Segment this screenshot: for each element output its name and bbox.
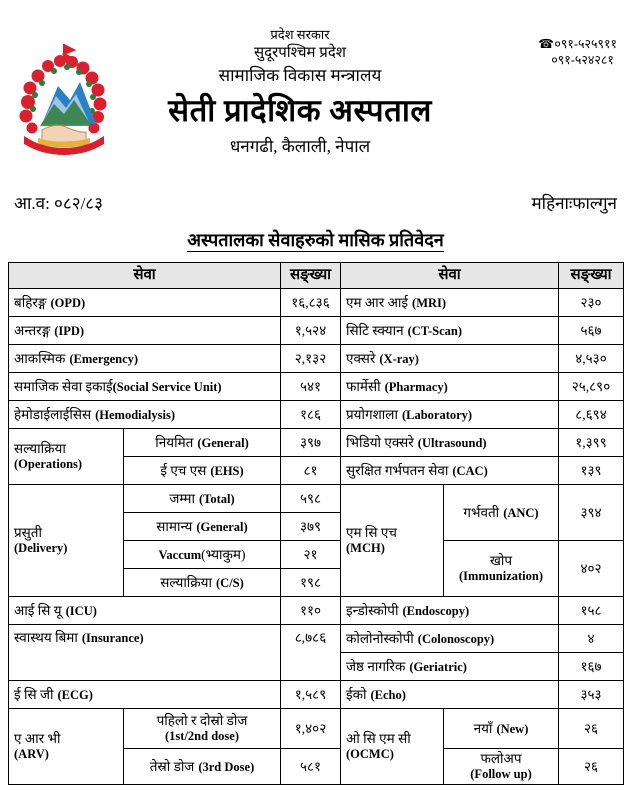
service-value-ct-scan: ५६७ — [559, 317, 624, 345]
service-value-operations-general: ३९७ — [281, 429, 341, 457]
service-group-arv: ए आर भी (ARV) — [9, 709, 124, 785]
phone-number-1: ०९१-५२५९११ — [554, 37, 617, 51]
service-group-operations: सल्याक्रिया (Operations) — [9, 429, 124, 485]
service-label-echo: ईको (Echo) — [341, 681, 559, 709]
service-value-xray: ४,५३० — [559, 345, 624, 373]
contact-phone-block — [538, 36, 617, 68]
service-group-ocmc: ओ सि एम सी (OCMC) — [341, 709, 444, 785]
table-row — [9, 289, 624, 317]
service-value-opd: १६,८३६ — [281, 289, 341, 317]
service-label-mch-anc: गर्भवती (ANC) — [444, 485, 559, 541]
service-value-delivery-total: ५९८ — [281, 485, 341, 513]
service-value-mch-anc: ३९४ — [559, 485, 624, 541]
service-value-delivery-cs: १९८ — [281, 569, 341, 597]
service-value-mri: २३० — [559, 289, 624, 317]
service-label-geriatric: जेष्ठ नागरिक (Geriatric) — [341, 653, 559, 681]
table-row — [9, 345, 624, 373]
service-value-icu: ११० — [281, 597, 341, 625]
service-label-delivery-general: सामान्य (General) — [124, 513, 281, 541]
service-label-colonoscopy: कोलोनोस्कोपी (Colonoscopy) — [341, 625, 559, 653]
sudurpashchim-province-emblem-icon — [12, 38, 116, 156]
phone-number-2: ०९१-५२४२८१ — [551, 53, 614, 67]
service-value-cac: १३९ — [559, 457, 624, 485]
service-value-ecg: १,५८९ — [281, 681, 341, 709]
service-value-laboratory: ८,६९४ — [559, 401, 624, 429]
service-value-pharmacy: २५,८९० — [559, 373, 624, 401]
table-row — [9, 681, 624, 709]
service-value-ocmc-new: २६ — [559, 709, 624, 749]
service-label-endoscopy: इन्डोस्कोपी (Endoscopy) — [341, 597, 559, 625]
service-label-laboratory: प्रयोगशाला (Laboratory) — [341, 401, 559, 429]
service-value-arv-dose3: ५८१ — [281, 749, 341, 785]
service-label-arv-dose3: तेस्रो डोज (3rd Dose) — [124, 749, 281, 785]
hospital-address: धनगढी, कैलाली, नेपाल — [229, 137, 371, 156]
province-government-line: प्रदेश सरकार — [270, 27, 330, 42]
service-label-hemodialysis: हेमोडाईलाईसिस (Hemodialysis) — [9, 401, 281, 429]
month-label: महिनाःफाल्गुन — [531, 194, 617, 213]
service-label-cac: सुरक्षित गर्भपतन सेवा (CAC) — [341, 457, 559, 485]
service-group-delivery: प्रसुती (Delivery) — [9, 485, 124, 597]
service-label-ocmc-new: नयाँ (New) — [444, 709, 559, 749]
service-value-colonoscopy: ४ — [559, 625, 624, 653]
table-header-row — [9, 263, 624, 289]
table-row — [9, 401, 624, 429]
table-row — [9, 373, 624, 401]
service-value-arv-dose12: १,४०२ — [281, 709, 341, 749]
monthly-services-table — [8, 262, 624, 785]
service-label-ultrasound: भिडियो एक्सरे (Ultrasound) — [341, 429, 559, 457]
service-value-endoscopy: १५८ — [559, 597, 624, 625]
service-value-hemodialysis: १८६ — [281, 401, 341, 429]
service-label-emergency: आकस्मिक (Emergency) — [9, 345, 281, 373]
col-header-count-left: सङ्ख्या — [281, 263, 341, 289]
service-value-mch-immunization: ४०२ — [559, 541, 624, 597]
table-row — [9, 317, 624, 345]
service-label-delivery-vaccum: Vaccum(भ्याकुम) — [124, 541, 281, 569]
fiscal-period-row — [0, 191, 631, 214]
service-label-social-service-unit: समाजिक सेवा इकाई(Social Service Unit) — [9, 373, 281, 401]
table-row — [9, 709, 624, 749]
province-name-line: सुदूरपश्चिम प्रदेश — [254, 45, 346, 61]
col-header-count-right: सङ्ख्या — [559, 263, 624, 289]
table-row — [9, 485, 624, 513]
service-label-xray: एक्सरे (X-ray) — [341, 345, 559, 373]
service-value-social-service-unit: ५४१ — [281, 373, 341, 401]
service-label-delivery-total: जम्मा (Total) — [124, 485, 281, 513]
document-header — [0, 0, 631, 220]
service-label-operations-general: नियमित (General) — [124, 429, 281, 457]
service-value-emergency: २,१३२ — [281, 345, 341, 373]
service-label-arv-dose12: पहिलो र दोस्रो डोज (1st/2nd dose) — [124, 709, 281, 749]
service-label-ct-scan: सिटि स्क्यान (CT-Scan) — [341, 317, 559, 345]
service-value-ocmc-followup: २६ — [559, 749, 624, 785]
service-label-insurance: स्वास्थय बिमा (Insurance) — [9, 625, 281, 681]
service-value-geriatric: १६७ — [559, 653, 624, 681]
hospital-name-title: सेती प्रादेशिक अस्पताल — [168, 93, 432, 128]
header-text-block — [120, 26, 480, 160]
page-title — [0, 228, 631, 252]
service-label-ipd: अन्तरङ्ग (IPD) — [9, 317, 281, 345]
service-label-opd: बहिरङ्ग (OPD) — [9, 289, 281, 317]
service-label-mri: एम आर आई (MRI) — [341, 289, 559, 317]
ministry-name-line: सामाजिक विकास मन्त्रालय — [218, 66, 382, 85]
report-title-text: अस्पतालका सेवाहरुको मासिक प्रतिवेदन — [187, 230, 444, 250]
service-label-mch-immunization: खोप (Immunization) — [444, 541, 559, 597]
service-value-ultrasound: १,३९९ — [559, 429, 624, 457]
service-label-pharmacy: फार्मेसी (Pharmacy) — [341, 373, 559, 401]
service-label-ecg: ई सि जी (ECG) — [9, 681, 281, 709]
service-label-ocmc-followup: फलोअप (Follow up) — [444, 749, 559, 785]
service-value-operations-ehs: ८१ — [281, 457, 341, 485]
table-row — [9, 625, 624, 653]
service-value-insurance: ८,७८६ — [281, 625, 341, 681]
fiscal-year-label: आ.व: ०८२/८३ — [14, 194, 103, 213]
table-row — [9, 597, 624, 625]
table-row — [9, 429, 624, 457]
service-label-delivery-cs: सल्याक्रिया (C/S) — [124, 569, 281, 597]
col-header-service-right: सेवा — [341, 263, 559, 289]
service-label-operations-ehs: ई एच एस (EHS) — [124, 457, 281, 485]
telephone-icon: ☎ — [538, 37, 554, 51]
service-value-delivery-vaccum: २१ — [281, 541, 341, 569]
service-group-mch: एम सि एच (MCH) — [341, 485, 444, 597]
service-value-ipd: १,५२४ — [281, 317, 341, 345]
service-label-icu: आई सि यू (ICU) — [9, 597, 281, 625]
services-table-container — [8, 262, 623, 785]
service-value-delivery-general: ३७९ — [281, 513, 341, 541]
col-header-service-left: सेवा — [9, 263, 281, 289]
service-value-echo: ३५३ — [559, 681, 624, 709]
